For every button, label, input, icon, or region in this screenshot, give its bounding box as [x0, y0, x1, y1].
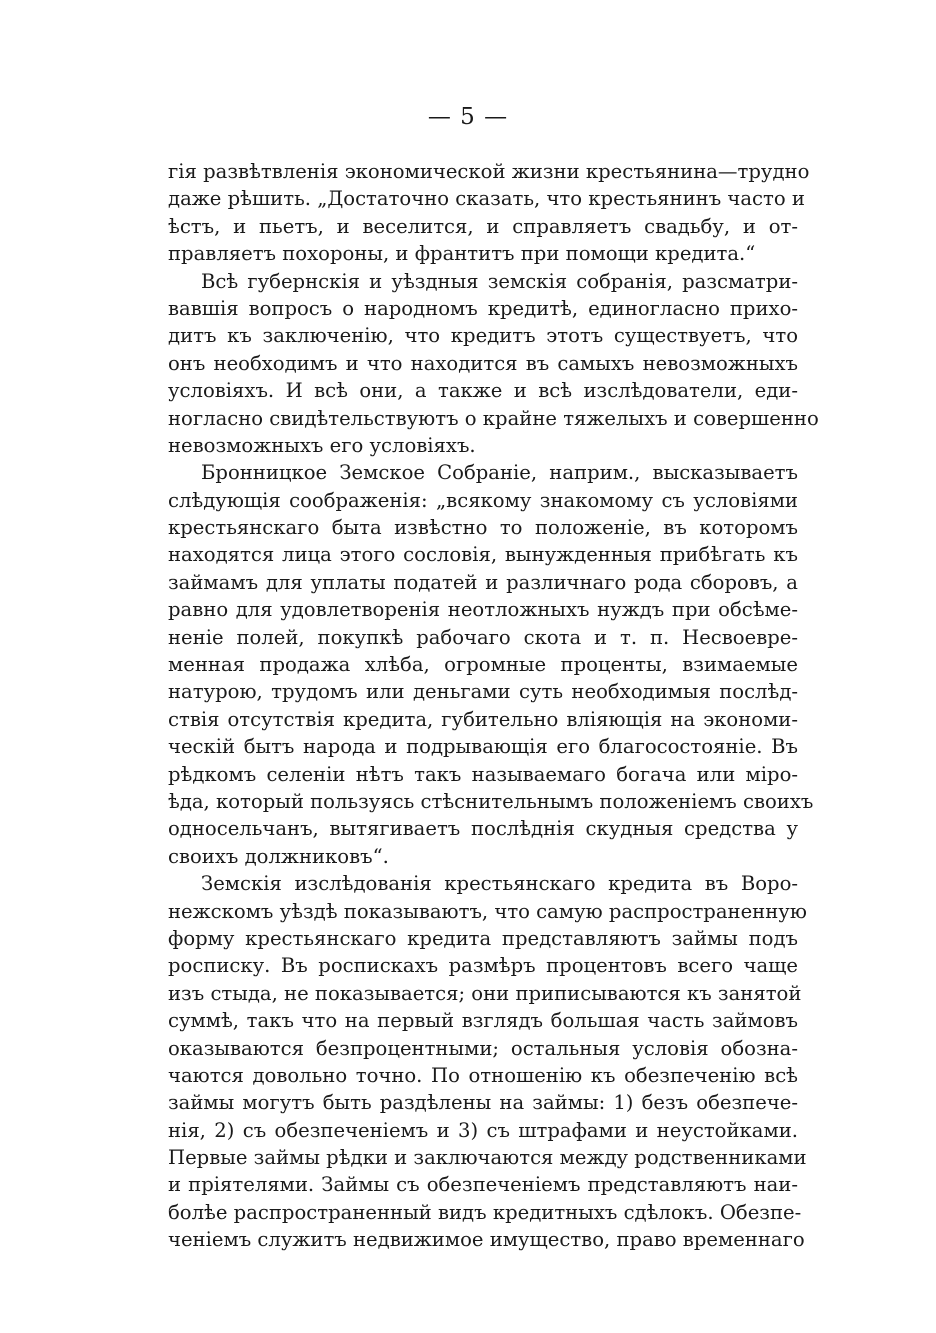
text-line: гія развѣтвленія экономической жизни крестьянина—трудно	[168, 160, 810, 183]
text-line: находятся лица этого сословія, вынужденныя прибѣгать къ	[168, 543, 798, 567]
text-line: оказываются безпроцентными; остальныя условія обозна-	[168, 1036, 798, 1060]
text-line: Земскія изслѣдованія крестьянскаго кредита въ Воро-	[201, 872, 798, 896]
text-line: ствія отсутствія кредита, губительно вліяющія на экономи-	[168, 707, 798, 731]
text-line: ченіемъ служитъ недвижимое имущество, право временнаго	[168, 1228, 805, 1252]
text-line: нія, 2) съ обезпеченіемъ и 3) съ штрафами и неустойками.	[168, 1118, 798, 1142]
body-text	[168, 158, 819, 1254]
text-line: вавшія вопросъ о народномъ кредитѣ, единогласно прихо-	[168, 296, 798, 320]
text-line: односельчанъ, вытягиваетъ послѣднія скудныя средства у	[168, 817, 798, 841]
text-line: невозможныхъ его условіяхъ.	[168, 433, 476, 457]
text-line: правляетъ похороны, и франтитъ при помощи кредита.“	[168, 242, 756, 266]
text-line: нежскомъ уѣздѣ показываютъ, что самую распространенную	[168, 899, 807, 923]
text-line: Всѣ губернскія и уѣздныя земскія собранія, разсматри-	[201, 269, 798, 293]
text-line: Бронницкое Земское Собраніе, наприм., высказываетъ	[201, 461, 798, 485]
text-line: менная продажа хлѣба, огромные проценты, взимаемые	[168, 653, 798, 677]
text-line: неніе полей, покупкѣ рабочаго скота и т. п. Несвоевре-	[168, 625, 798, 649]
text-line: займамъ для уплаты податей и различнаго рода сборовъ, а	[168, 570, 798, 594]
text-line: слѣдующія соображенія: „всякому знакомому съ условіями	[168, 488, 798, 512]
text-line: суммѣ, такъ что на первый взглядъ большая часть займовъ	[168, 1009, 798, 1033]
text-line: займы могутъ быть раздѣлены на займы: 1) безъ обезпече-	[168, 1091, 798, 1115]
text-line: натурою, трудомъ или деньгами суть необходимыя послѣд-	[168, 680, 798, 704]
page-number: — 5 —	[427, 104, 509, 130]
text-line: ѣстъ, и пьетъ, и веселится, и справляетъ свадьбу, и от-	[168, 214, 798, 238]
text-line: болѣе распространенный видъ кредитныхъ сдѣлокъ. Обезпе-	[168, 1200, 802, 1224]
text-line: ческій бытъ народа и подрывающія его благосостояніе. Въ	[168, 735, 798, 759]
text-line: Первые займы рѣдки и заключаются между родственниками	[168, 1146, 807, 1170]
text-line: росписку. Въ роспискахъ размѣръ процентовъ всего чаще	[168, 954, 798, 978]
text-line: условіяхъ. И всѣ они, а также и всѣ изслѣдователи, еди-	[168, 379, 798, 403]
text-line: ногласно свидѣтельствуютъ о крайне тяжелыхъ и совершенно	[168, 406, 819, 430]
text-line: даже рѣшить. „Достаточно сказать, что крестьянинъ часто и	[168, 187, 805, 211]
text-line: дитъ къ заключенію, что кредитъ этотъ существуетъ, что	[168, 324, 798, 348]
text-line: рѣдкомъ селеніи нѣтъ такъ называемаго богача или міро-	[168, 762, 798, 786]
text-line: онъ необходимъ и что находится въ самыхъ невозможныхъ	[168, 351, 798, 375]
text-line: равно для удовлетворенія неотложныхъ нуждъ при обсѣме-	[168, 598, 798, 622]
text-line: чаются довольно точно. По отношенію къ обезпеченію всѣ	[168, 1063, 798, 1087]
text-line: форму крестьянскаго кредита представляютъ займы подъ	[168, 926, 798, 950]
text-line: крестьянскаго быта извѣстно то положеніе, въ которомъ	[168, 516, 798, 540]
text-line: ѣда, который пользуясь стѣснительнымъ положеніемъ своихъ	[168, 789, 814, 813]
text-line: и пріятелями. Займы съ обезпеченіемъ представляютъ наи-	[168, 1173, 798, 1197]
text-line: своихъ должниковъ“.	[168, 844, 389, 868]
text-line: изъ стыда, не показывается; они приписываются къ занятой	[168, 981, 802, 1005]
